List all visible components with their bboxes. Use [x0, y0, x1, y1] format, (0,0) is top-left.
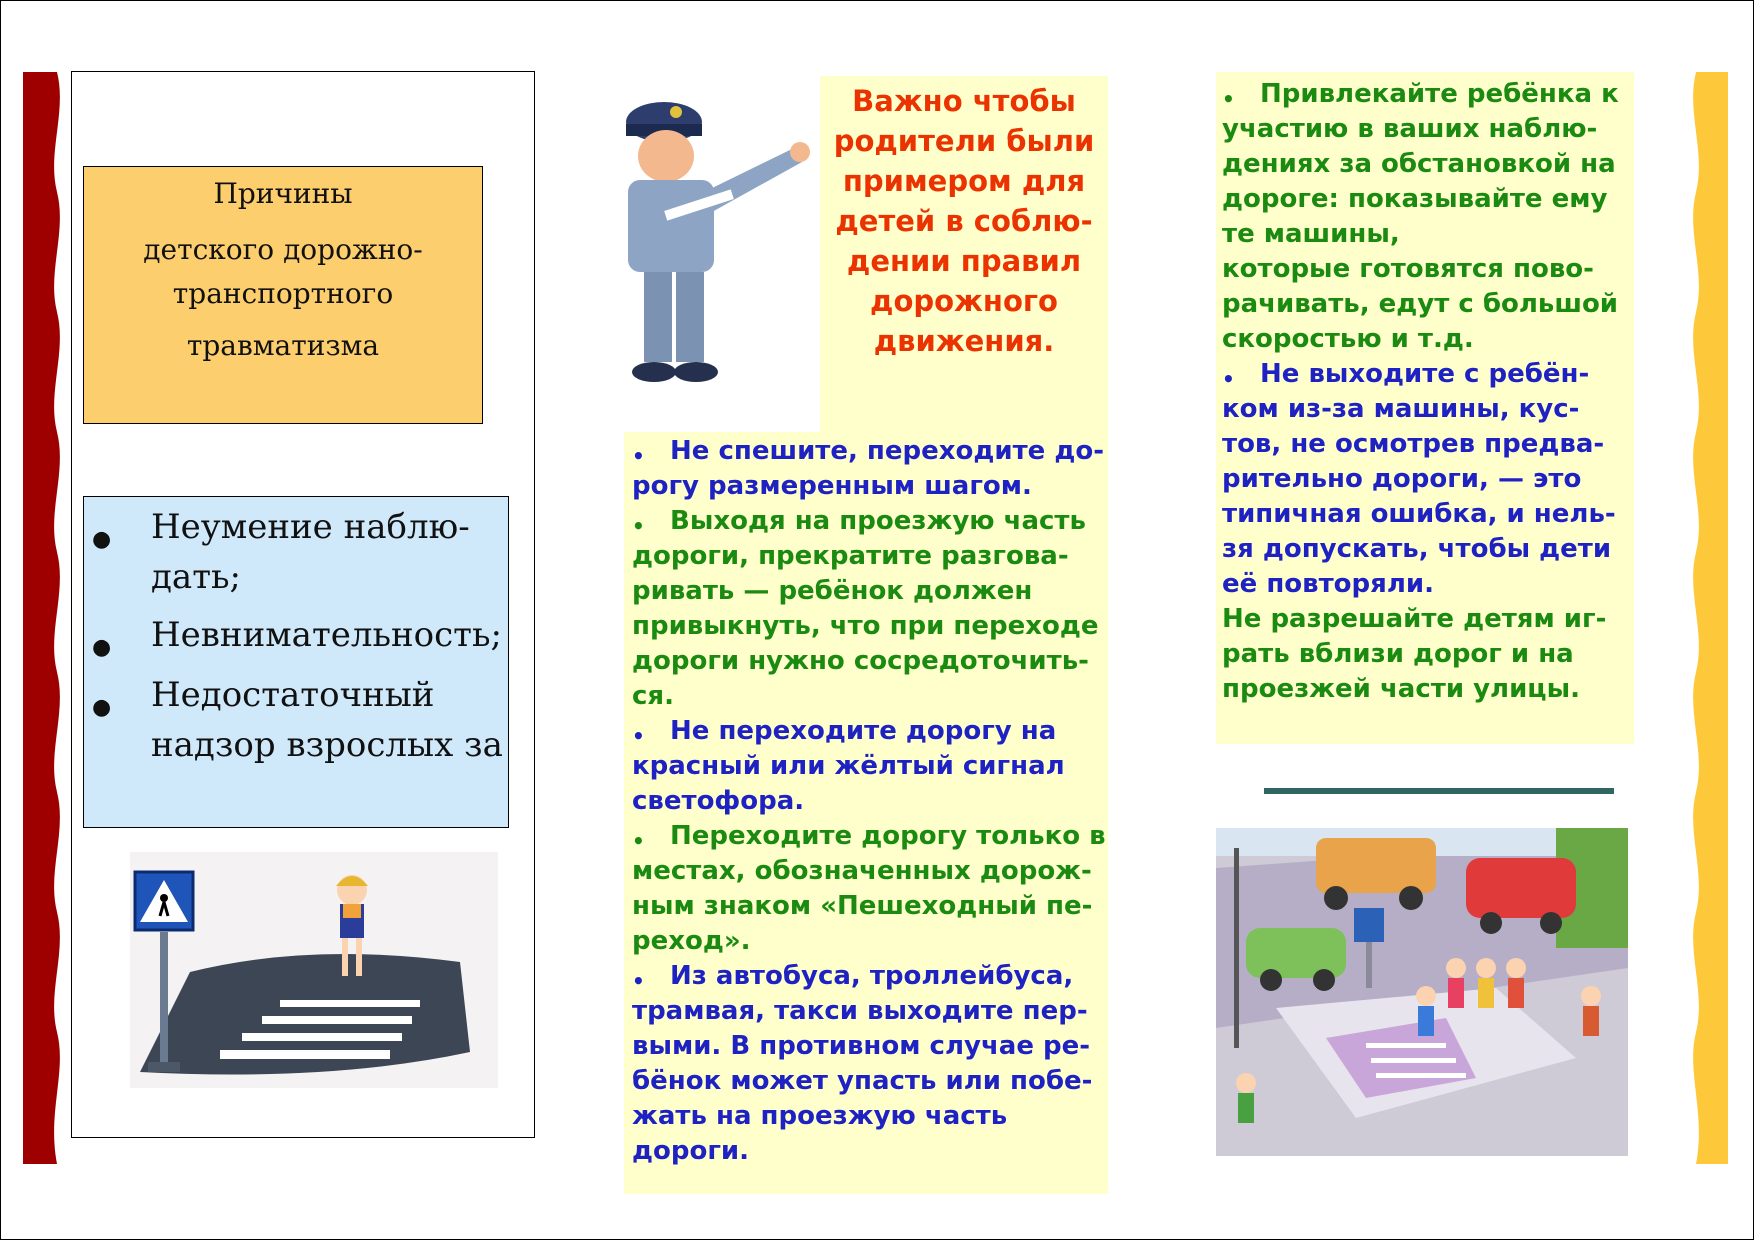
- advice-line: проезжей части улицы.: [1222, 674, 1580, 704]
- headline-line: движения.: [873, 324, 1055, 358]
- section-divider: [1264, 788, 1614, 794]
- tip-line: дороги.: [632, 1136, 750, 1166]
- children-street-scene-illustration: [1216, 828, 1628, 1156]
- advice-line: Не разрешайте детям иг-: [1222, 604, 1607, 634]
- advice-line: рачивать, едут с большой: [1222, 289, 1619, 319]
- title-line: Причины: [213, 177, 353, 210]
- tip-line: Не переходите дорогу на: [670, 716, 1057, 746]
- cause-line: Невнимательность;: [151, 615, 502, 655]
- bullet-icon: ●: [92, 695, 112, 720]
- bullet-icon: •: [632, 724, 645, 748]
- headline-line: Важно чтобы: [852, 84, 1076, 118]
- advice-line: те машины,: [1222, 219, 1400, 249]
- tip-line: Из автобуса, троллейбуса,: [670, 961, 1074, 991]
- tip-line: местах, обозначенных дорож-: [632, 856, 1092, 886]
- girl-at-crosswalk-illustration: [130, 852, 498, 1088]
- cause-line: Неумение наблю-: [151, 507, 470, 547]
- title-line: травматизма: [186, 329, 380, 362]
- advice-line: типичная ошибка, и нель-: [1222, 499, 1616, 529]
- bullet-icon: •: [1222, 87, 1235, 111]
- tip-line: Выходя на проезжую часть: [670, 506, 1086, 536]
- tip-line: дороги, прекратите разгова-: [632, 541, 1069, 571]
- tip-line: Переходите дорогу только в: [670, 821, 1106, 851]
- tip-line: ным знаком «Пешеходный пе-: [632, 891, 1093, 921]
- headline-line: дорожного: [870, 284, 1058, 318]
- advice-line: Привлекайте ребёнка к: [1260, 79, 1619, 109]
- tip-line: дороги нужно сосредоточить-: [632, 646, 1089, 676]
- causes-title-box: [83, 166, 483, 424]
- bullet-icon: •: [1222, 367, 1235, 391]
- right-wavy-stripe: [1688, 72, 1728, 1164]
- advice-line: дениях за обстановкой на: [1222, 149, 1616, 179]
- tip-line: Не спешите, переходите до-: [670, 436, 1105, 466]
- headline-line: дении правил: [846, 244, 1082, 278]
- tip-line: бёнок может упасть или побе-: [632, 1066, 1093, 1096]
- headline-line: детей в соблю-: [835, 204, 1093, 238]
- tip-line: ривать — ребёнок должен: [632, 576, 1033, 606]
- left-wavy-stripe: [23, 72, 65, 1164]
- advice-line: рительно дороги, — это: [1222, 464, 1582, 494]
- tip-line: реход».: [632, 926, 751, 956]
- title-line: детского дорожно-: [143, 233, 423, 266]
- advice-line: участию в ваших наблю-: [1222, 114, 1598, 144]
- headline-line: родители были: [833, 124, 1095, 158]
- tip-line: жать на проезжую часть: [632, 1101, 1008, 1131]
- advice-line: которые готовятся пово-: [1222, 254, 1594, 284]
- bullet-icon: •: [632, 969, 645, 993]
- advice-line: дороге: показывайте ему: [1222, 184, 1608, 214]
- advice-line: зя допускать, чтобы дети: [1222, 534, 1612, 564]
- tip-line: трамвая, такси выходите пер-: [632, 996, 1088, 1026]
- bullet-icon: ●: [92, 527, 112, 552]
- tip-line: ся.: [632, 681, 674, 711]
- cause-line: дать;: [151, 557, 241, 597]
- headline-line: примером для: [842, 164, 1086, 198]
- advice-line: рать вблизи дорог и на: [1222, 639, 1574, 669]
- advice-line: ком из-за машины, кус-: [1222, 394, 1580, 424]
- advice-line: скоростью и т.д.: [1222, 324, 1474, 354]
- bullet-icon: •: [632, 829, 645, 853]
- cause-line: надзор взрослых за: [151, 725, 503, 765]
- advice-line: тов, не осмотрев предва-: [1222, 429, 1605, 459]
- causes-list: [83, 496, 509, 828]
- bullet-icon: •: [632, 444, 645, 468]
- advice-line: её повторяли.: [1222, 569, 1434, 599]
- traffic-officer-illustration: [604, 92, 818, 392]
- bullet-icon: ●: [92, 635, 112, 660]
- tip-line: рогу размеренным шагом.: [632, 471, 1032, 501]
- cause-line: Недостаточный: [151, 675, 435, 715]
- bullet-icon: •: [632, 514, 645, 538]
- tip-line: светофора.: [632, 786, 805, 816]
- tip-line: выми. В противном случае ре-: [632, 1031, 1091, 1061]
- tip-line: красный или жёлтый сигнал: [632, 751, 1065, 781]
- tip-line: привыкнуть, что при переходе: [632, 611, 1099, 641]
- title-line: транспортного: [172, 277, 394, 310]
- advice-line: Не выходите с ребён-: [1260, 359, 1590, 389]
